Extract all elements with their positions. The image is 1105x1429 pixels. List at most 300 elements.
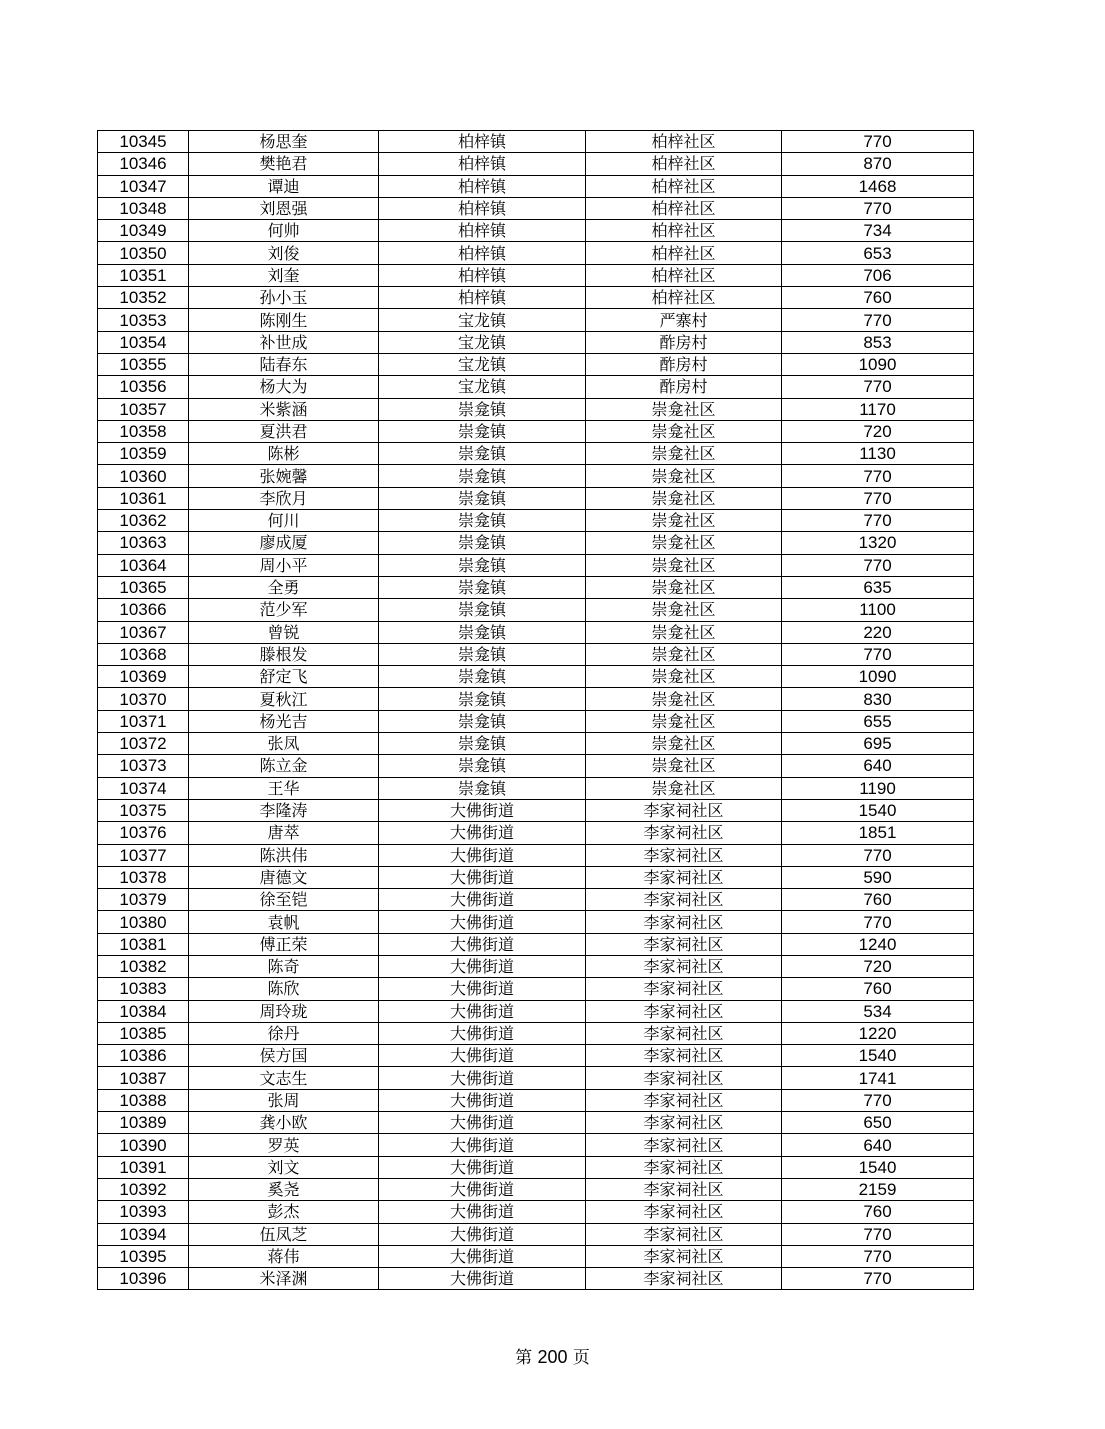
- record-community-cell: 崇龛社区: [586, 710, 782, 732]
- record-community-cell: 李家祠社区: [586, 844, 782, 866]
- record-amount-cell: 1170: [782, 398, 974, 420]
- record-amount-cell: 653: [782, 242, 974, 264]
- record-id-cell: 10382: [98, 955, 189, 977]
- table-row: [98, 777, 974, 799]
- record-amount-cell: 770: [782, 554, 974, 576]
- record-name-cell: 张凤: [189, 733, 379, 755]
- table-row: [98, 420, 974, 442]
- record-town-cell: 大佛街道: [379, 978, 586, 1000]
- record-amount-cell: 1540: [782, 799, 974, 821]
- record-id-cell: 10345: [98, 131, 189, 153]
- page-label-suffix: 页: [572, 1348, 590, 1368]
- record-id-cell: 10387: [98, 1067, 189, 1089]
- record-name-cell: 杨大为: [189, 376, 379, 398]
- record-name-cell: 唐德文: [189, 866, 379, 888]
- table-row: [98, 822, 974, 844]
- record-name-cell: 陈立金: [189, 755, 379, 777]
- table-row: [98, 576, 974, 598]
- record-community-cell: 崇龛社区: [586, 398, 782, 420]
- table-row: [98, 1045, 974, 1067]
- record-town-cell: 崇龛镇: [379, 643, 586, 665]
- record-community-cell: 崇龛社区: [586, 443, 782, 465]
- record-id-cell: 10351: [98, 264, 189, 286]
- table-row: [98, 175, 974, 197]
- table-row: [98, 911, 974, 933]
- record-town-cell: 崇龛镇: [379, 420, 586, 442]
- table-row: [98, 197, 974, 219]
- record-amount-cell: 1468: [782, 175, 974, 197]
- record-id-cell: 10385: [98, 1022, 189, 1044]
- record-town-cell: 崇龛镇: [379, 487, 586, 509]
- record-name-cell: 文志生: [189, 1067, 379, 1089]
- record-town-cell: 大佛街道: [379, 1156, 586, 1178]
- record-name-cell: 陆春东: [189, 353, 379, 375]
- record-id-cell: 10355: [98, 353, 189, 375]
- record-community-cell: 李家祠社区: [586, 866, 782, 888]
- record-community-cell: 李家祠社区: [586, 1112, 782, 1134]
- record-amount-cell: 1540: [782, 1156, 974, 1178]
- record-community-cell: 柏梓社区: [586, 197, 782, 219]
- record-community-cell: 李家祠社区: [586, 1134, 782, 1156]
- table-row: [98, 309, 974, 331]
- record-id-cell: 10379: [98, 889, 189, 911]
- table-row: [98, 331, 974, 353]
- record-id-cell: 10391: [98, 1156, 189, 1178]
- record-name-cell: 周玲珑: [189, 1000, 379, 1022]
- record-community-cell: 李家祠社区: [586, 1067, 782, 1089]
- record-id-cell: 10354: [98, 331, 189, 353]
- record-name-cell: 徐至铠: [189, 889, 379, 911]
- table-row: [98, 733, 974, 755]
- table-row: [98, 710, 974, 732]
- record-name-cell: 刘文: [189, 1156, 379, 1178]
- record-id-cell: 10350: [98, 242, 189, 264]
- record-community-cell: 柏梓社区: [586, 131, 782, 153]
- record-community-cell: 酢房村: [586, 331, 782, 353]
- record-id-cell: 10380: [98, 911, 189, 933]
- record-town-cell: 大佛街道: [379, 889, 586, 911]
- record-amount-cell: 650: [782, 1112, 974, 1134]
- record-town-cell: 柏梓镇: [379, 220, 586, 242]
- record-amount-cell: 760: [782, 1201, 974, 1223]
- record-town-cell: 大佛街道: [379, 844, 586, 866]
- record-community-cell: 崇龛社区: [586, 643, 782, 665]
- record-community-cell: 柏梓社区: [586, 153, 782, 175]
- table-row: [98, 666, 974, 688]
- table-row: [98, 264, 974, 286]
- record-town-cell: 大佛街道: [379, 911, 586, 933]
- record-id-cell: 10367: [98, 621, 189, 643]
- record-id-cell: 10394: [98, 1223, 189, 1245]
- record-name-cell: 李隆涛: [189, 799, 379, 821]
- table-row: [98, 621, 974, 643]
- table-row: [98, 643, 974, 665]
- record-name-cell: 刘奎: [189, 264, 379, 286]
- record-amount-cell: 870: [782, 153, 974, 175]
- table-row: [98, 1022, 974, 1044]
- record-id-cell: 10361: [98, 487, 189, 509]
- record-town-cell: 崇龛镇: [379, 688, 586, 710]
- record-town-cell: 大佛街道: [379, 1178, 586, 1200]
- record-name-cell: 孙小玉: [189, 287, 379, 309]
- table-row: [98, 599, 974, 621]
- record-town-cell: 崇龛镇: [379, 755, 586, 777]
- record-amount-cell: 706: [782, 264, 974, 286]
- record-community-cell: 酢房村: [586, 376, 782, 398]
- record-amount-cell: 770: [782, 487, 974, 509]
- record-id-cell: 10389: [98, 1112, 189, 1134]
- record-community-cell: 崇龛社区: [586, 576, 782, 598]
- table-row: [98, 353, 974, 375]
- record-id-cell: 10366: [98, 599, 189, 621]
- record-amount-cell: 770: [782, 844, 974, 866]
- record-name-cell: 陈刚生: [189, 309, 379, 331]
- record-town-cell: 大佛街道: [379, 1201, 586, 1223]
- record-id-cell: 10365: [98, 576, 189, 598]
- table-row: [98, 1000, 974, 1022]
- record-town-cell: 大佛街道: [379, 1223, 586, 1245]
- record-town-cell: 宝龙镇: [379, 353, 586, 375]
- table-row: [98, 1134, 974, 1156]
- record-name-cell: 杨光吉: [189, 710, 379, 732]
- record-name-cell: 刘俊: [189, 242, 379, 264]
- record-town-cell: 宝龙镇: [379, 309, 586, 331]
- record-community-cell: 崇龛社区: [586, 554, 782, 576]
- record-town-cell: 大佛街道: [379, 1000, 586, 1022]
- record-amount-cell: 770: [782, 1268, 974, 1290]
- record-town-cell: 大佛街道: [379, 1245, 586, 1267]
- record-town-cell: 崇龛镇: [379, 532, 586, 554]
- record-name-cell: 陈洪伟: [189, 844, 379, 866]
- record-id-cell: 10364: [98, 554, 189, 576]
- record-community-cell: 李家祠社区: [586, 955, 782, 977]
- record-name-cell: 谭迪: [189, 175, 379, 197]
- record-amount-cell: 1320: [782, 532, 974, 554]
- record-name-cell: 陈奇: [189, 955, 379, 977]
- record-name-cell: 周小平: [189, 554, 379, 576]
- record-town-cell: 大佛街道: [379, 1022, 586, 1044]
- record-name-cell: 蒋伟: [189, 1245, 379, 1267]
- record-community-cell: 李家祠社区: [586, 1201, 782, 1223]
- record-name-cell: 陈彬: [189, 443, 379, 465]
- record-name-cell: 夏洪君: [189, 420, 379, 442]
- record-amount-cell: 590: [782, 866, 974, 888]
- record-amount-cell: 640: [782, 1134, 974, 1156]
- table-row: [98, 1223, 974, 1245]
- record-id-cell: 10390: [98, 1134, 189, 1156]
- record-community-cell: 崇龛社区: [586, 532, 782, 554]
- record-town-cell: 崇龛镇: [379, 443, 586, 465]
- record-amount-cell: 760: [782, 978, 974, 1000]
- page-label-prefix: 第: [515, 1348, 533, 1368]
- record-amount-cell: 1741: [782, 1067, 974, 1089]
- record-amount-cell: 770: [782, 197, 974, 219]
- record-community-cell: 李家祠社区: [586, 822, 782, 844]
- record-community-cell: 崇龛社区: [586, 599, 782, 621]
- record-town-cell: 柏梓镇: [379, 131, 586, 153]
- table-row: [98, 554, 974, 576]
- record-community-cell: 李家祠社区: [586, 1156, 782, 1178]
- records-table: [97, 130, 974, 1290]
- record-amount-cell: 770: [782, 911, 974, 933]
- record-community-cell: 崇龛社区: [586, 621, 782, 643]
- record-community-cell: 崇龛社区: [586, 487, 782, 509]
- record-amount-cell: 1090: [782, 666, 974, 688]
- record-id-cell: 10346: [98, 153, 189, 175]
- record-name-cell: 龚小欧: [189, 1112, 379, 1134]
- record-town-cell: 崇龛镇: [379, 398, 586, 420]
- record-name-cell: 滕根发: [189, 643, 379, 665]
- record-amount-cell: 770: [782, 643, 974, 665]
- record-id-cell: 10372: [98, 733, 189, 755]
- table-row: [98, 376, 974, 398]
- record-town-cell: 崇龛镇: [379, 666, 586, 688]
- record-name-cell: 廖成厦: [189, 532, 379, 554]
- record-name-cell: 彭杰: [189, 1201, 379, 1223]
- record-town-cell: 大佛街道: [379, 822, 586, 844]
- record-town-cell: 大佛街道: [379, 1045, 586, 1067]
- record-community-cell: 柏梓社区: [586, 242, 782, 264]
- table-row: [98, 688, 974, 710]
- record-name-cell: 米泽渊: [189, 1268, 379, 1290]
- record-community-cell: 崇龛社区: [586, 777, 782, 799]
- record-town-cell: 崇龛镇: [379, 576, 586, 598]
- record-town-cell: 柏梓镇: [379, 264, 586, 286]
- record-name-cell: 陈欣: [189, 978, 379, 1000]
- record-id-cell: 10356: [98, 376, 189, 398]
- table-row: [98, 1178, 974, 1200]
- table-row: [98, 398, 974, 420]
- record-amount-cell: 695: [782, 733, 974, 755]
- table-row: [98, 799, 974, 821]
- record-amount-cell: 534: [782, 1000, 974, 1022]
- record-community-cell: 崇龛社区: [586, 465, 782, 487]
- table-row: [98, 220, 974, 242]
- record-id-cell: 10347: [98, 175, 189, 197]
- table-row: [98, 1089, 974, 1111]
- table-row: [98, 978, 974, 1000]
- record-amount-cell: 770: [782, 376, 974, 398]
- record-name-cell: 何帅: [189, 220, 379, 242]
- record-name-cell: 刘恩强: [189, 197, 379, 219]
- record-town-cell: 大佛街道: [379, 1067, 586, 1089]
- record-community-cell: 崇龛社区: [586, 755, 782, 777]
- record-community-cell: 崇龛社区: [586, 510, 782, 532]
- record-amount-cell: 770: [782, 1223, 974, 1245]
- record-name-cell: 伍凤芝: [189, 1223, 379, 1245]
- record-amount-cell: 1100: [782, 599, 974, 621]
- record-community-cell: 崇龛社区: [586, 666, 782, 688]
- record-name-cell: 罗英: [189, 1134, 379, 1156]
- record-name-cell: 范少军: [189, 599, 379, 621]
- record-amount-cell: 853: [782, 331, 974, 353]
- table-row: [98, 465, 974, 487]
- record-id-cell: 10393: [98, 1201, 189, 1223]
- record-id-cell: 10359: [98, 443, 189, 465]
- record-town-cell: 柏梓镇: [379, 242, 586, 264]
- record-id-cell: 10357: [98, 398, 189, 420]
- record-id-cell: 10368: [98, 643, 189, 665]
- record-town-cell: 大佛街道: [379, 933, 586, 955]
- table-row: [98, 532, 974, 554]
- table-row: [98, 487, 974, 509]
- record-id-cell: 10349: [98, 220, 189, 242]
- page-number: 200: [537, 1347, 568, 1367]
- record-town-cell: 崇龛镇: [379, 599, 586, 621]
- record-id-cell: 10353: [98, 309, 189, 331]
- record-name-cell: 何川: [189, 510, 379, 532]
- record-community-cell: 李家祠社区: [586, 1245, 782, 1267]
- table-row: [98, 242, 974, 264]
- record-name-cell: 夏秋江: [189, 688, 379, 710]
- record-community-cell: 李家祠社区: [586, 933, 782, 955]
- record-town-cell: 崇龛镇: [379, 621, 586, 643]
- record-community-cell: 李家祠社区: [586, 799, 782, 821]
- record-town-cell: 大佛街道: [379, 1112, 586, 1134]
- record-town-cell: 崇龛镇: [379, 554, 586, 576]
- record-town-cell: 大佛街道: [379, 955, 586, 977]
- record-id-cell: 10371: [98, 710, 189, 732]
- record-community-cell: 李家祠社区: [586, 1268, 782, 1290]
- record-id-cell: 10384: [98, 1000, 189, 1022]
- record-amount-cell: 640: [782, 755, 974, 777]
- record-amount-cell: 2159: [782, 1178, 974, 1200]
- table-row: [98, 287, 974, 309]
- table-row: [98, 1112, 974, 1134]
- table-row: [98, 1268, 974, 1290]
- record-town-cell: 崇龛镇: [379, 777, 586, 799]
- record-amount-cell: 1240: [782, 933, 974, 955]
- table-row: [98, 1201, 974, 1223]
- record-amount-cell: 734: [782, 220, 974, 242]
- record-town-cell: 大佛街道: [379, 1268, 586, 1290]
- record-town-cell: 大佛街道: [379, 1089, 586, 1111]
- record-town-cell: 大佛街道: [379, 866, 586, 888]
- record-name-cell: 张周: [189, 1089, 379, 1111]
- record-community-cell: 崇龛社区: [586, 688, 782, 710]
- record-id-cell: 10370: [98, 688, 189, 710]
- record-community-cell: 酢房村: [586, 353, 782, 375]
- record-name-cell: 米紫涵: [189, 398, 379, 420]
- record-town-cell: 崇龛镇: [379, 465, 586, 487]
- record-community-cell: 崇龛社区: [586, 420, 782, 442]
- record-name-cell: 傅正荣: [189, 933, 379, 955]
- record-name-cell: 补世成: [189, 331, 379, 353]
- record-id-cell: 10396: [98, 1268, 189, 1290]
- record-name-cell: 杨思奎: [189, 131, 379, 153]
- record-id-cell: 10392: [98, 1178, 189, 1200]
- table-row: [98, 1156, 974, 1178]
- record-id-cell: 10358: [98, 420, 189, 442]
- record-community-cell: 李家祠社区: [586, 889, 782, 911]
- record-amount-cell: 1190: [782, 777, 974, 799]
- table-row: [98, 153, 974, 175]
- record-community-cell: 李家祠社区: [586, 1022, 782, 1044]
- record-id-cell: 10363: [98, 532, 189, 554]
- record-id-cell: 10375: [98, 799, 189, 821]
- record-name-cell: 张婉馨: [189, 465, 379, 487]
- record-amount-cell: 655: [782, 710, 974, 732]
- record-community-cell: 严寨村: [586, 309, 782, 331]
- record-id-cell: 10369: [98, 666, 189, 688]
- record-community-cell: 崇龛社区: [586, 733, 782, 755]
- record-community-cell: 李家祠社区: [586, 978, 782, 1000]
- record-amount-cell: 1130: [782, 443, 974, 465]
- record-id-cell: 10377: [98, 844, 189, 866]
- record-town-cell: 宝龙镇: [379, 331, 586, 353]
- record-name-cell: 舒定飞: [189, 666, 379, 688]
- record-amount-cell: 720: [782, 420, 974, 442]
- record-amount-cell: 1851: [782, 822, 974, 844]
- record-amount-cell: 770: [782, 131, 974, 153]
- record-town-cell: 宝龙镇: [379, 376, 586, 398]
- record-community-cell: 李家祠社区: [586, 1178, 782, 1200]
- record-community-cell: 柏梓社区: [586, 175, 782, 197]
- record-town-cell: 柏梓镇: [379, 175, 586, 197]
- table-row: [98, 955, 974, 977]
- record-amount-cell: 635: [782, 576, 974, 598]
- record-id-cell: 10381: [98, 933, 189, 955]
- record-town-cell: 崇龛镇: [379, 733, 586, 755]
- record-name-cell: 曾锐: [189, 621, 379, 643]
- record-town-cell: 柏梓镇: [379, 153, 586, 175]
- record-town-cell: 柏梓镇: [379, 197, 586, 219]
- record-amount-cell: 220: [782, 621, 974, 643]
- record-amount-cell: 770: [782, 1089, 974, 1111]
- record-amount-cell: 1540: [782, 1045, 974, 1067]
- record-name-cell: 唐萃: [189, 822, 379, 844]
- record-id-cell: 10378: [98, 866, 189, 888]
- record-id-cell: 10348: [98, 197, 189, 219]
- record-amount-cell: 770: [782, 510, 974, 532]
- table-row: [98, 933, 974, 955]
- record-id-cell: 10395: [98, 1245, 189, 1267]
- record-amount-cell: 720: [782, 955, 974, 977]
- record-town-cell: 大佛街道: [379, 1134, 586, 1156]
- table-row: [98, 131, 974, 153]
- record-name-cell: 奚尧: [189, 1178, 379, 1200]
- record-town-cell: 柏梓镇: [379, 287, 586, 309]
- record-amount-cell: 770: [782, 309, 974, 331]
- record-name-cell: 全勇: [189, 576, 379, 598]
- record-amount-cell: 1220: [782, 1022, 974, 1044]
- record-amount-cell: 760: [782, 287, 974, 309]
- table-row: [98, 889, 974, 911]
- record-id-cell: 10360: [98, 465, 189, 487]
- page-footer: [0, 1343, 1105, 1368]
- table-row: [98, 1245, 974, 1267]
- record-name-cell: 袁帆: [189, 911, 379, 933]
- record-name-cell: 徐丹: [189, 1022, 379, 1044]
- table-row: [98, 844, 974, 866]
- record-id-cell: 10374: [98, 777, 189, 799]
- record-town-cell: 大佛街道: [379, 799, 586, 821]
- records-table-body: [98, 131, 974, 1290]
- table-row: [98, 866, 974, 888]
- record-community-cell: 柏梓社区: [586, 287, 782, 309]
- record-id-cell: 10386: [98, 1045, 189, 1067]
- record-name-cell: 侯方国: [189, 1045, 379, 1067]
- record-id-cell: 10373: [98, 755, 189, 777]
- record-community-cell: 李家祠社区: [586, 1223, 782, 1245]
- table-row: [98, 510, 974, 532]
- table-row: [98, 1067, 974, 1089]
- record-town-cell: 崇龛镇: [379, 710, 586, 732]
- record-id-cell: 10362: [98, 510, 189, 532]
- record-community-cell: 李家祠社区: [586, 911, 782, 933]
- record-community-cell: 柏梓社区: [586, 264, 782, 286]
- record-community-cell: 李家祠社区: [586, 1000, 782, 1022]
